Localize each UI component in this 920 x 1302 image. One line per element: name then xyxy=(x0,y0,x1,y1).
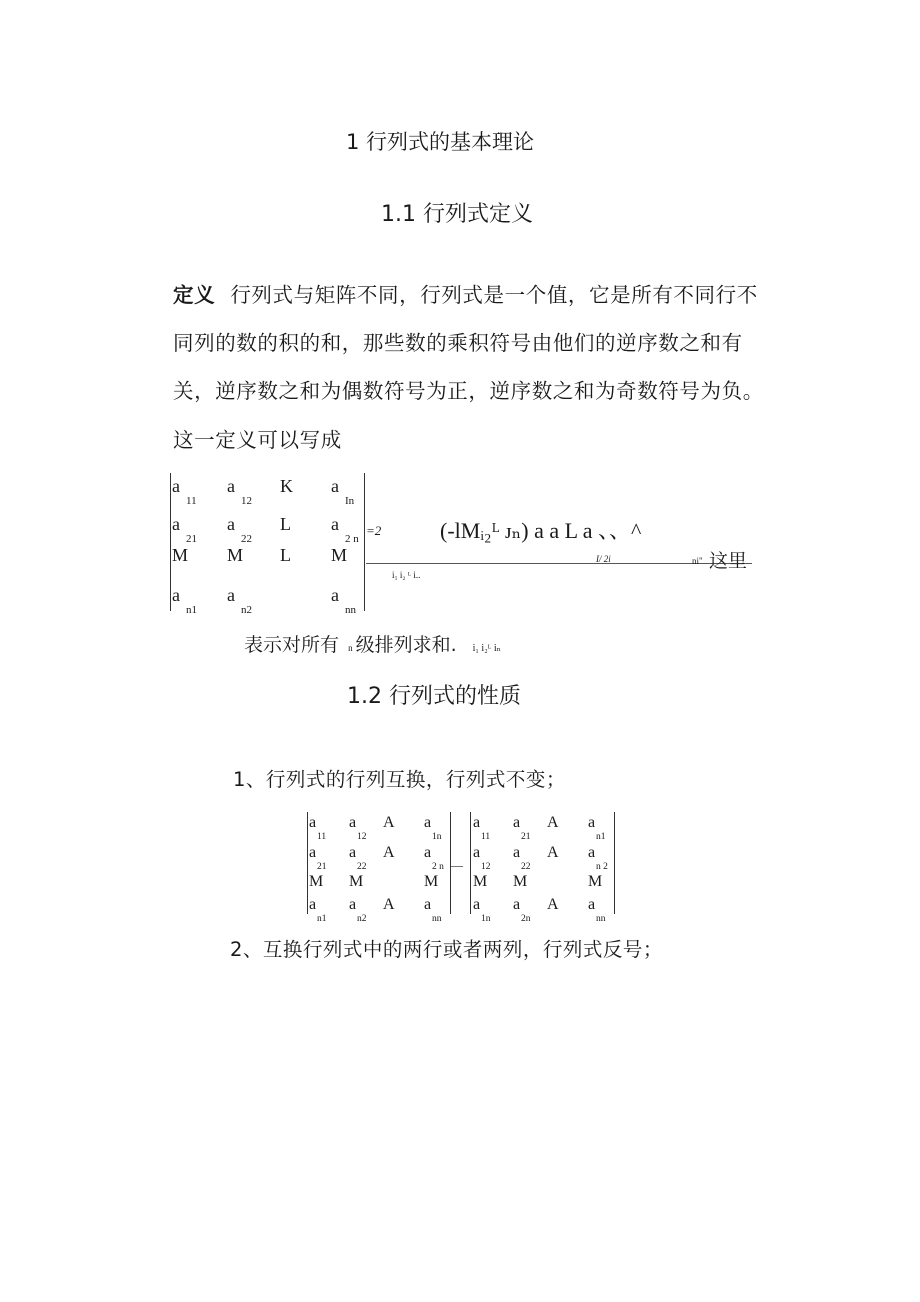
matrix2-right-subscript: 11 xyxy=(481,832,491,842)
formula-sum-index: i₁ i₂ ᴸ i.. xyxy=(392,570,421,580)
matrix2-right-subscript: 1n xyxy=(481,914,491,924)
matrix1-entry: a xyxy=(331,585,339,605)
matrix1-entry: L xyxy=(280,545,291,565)
matrix1-subscript: nn xyxy=(345,604,356,616)
matrix1-subscript: 22 xyxy=(241,533,252,545)
definition-label: 定义 xyxy=(173,283,216,307)
matrix1-entry: M xyxy=(227,545,244,565)
matrix2-right-entry: a xyxy=(473,896,481,913)
matrix2-right-entry: A xyxy=(547,844,559,861)
matrix2-right-entry: a xyxy=(513,896,521,913)
matrix2-left-entry: a xyxy=(309,896,317,913)
matrix2-right-bar-b xyxy=(614,812,615,914)
sum-explanation xyxy=(244,630,501,657)
matrix1-right-bar xyxy=(364,473,365,611)
matrix2-right-subscript: n1 xyxy=(596,832,606,842)
matrix2-left-subscript: 22 xyxy=(357,862,367,872)
matrix1-entry: L xyxy=(280,514,291,534)
formula-subscript-1: I/ 2i xyxy=(596,554,611,564)
matrix2-right-entry: M xyxy=(473,873,488,890)
matrix2-left-entry: a xyxy=(309,844,317,861)
matrix2-left-subscript: nn xyxy=(432,914,442,924)
matrix2-left-entry: a xyxy=(424,814,432,831)
matrix2-left-subscript: n1 xyxy=(317,914,327,924)
formula-subscript-2: ni" xyxy=(692,556,703,566)
matrix2-left-entry: M xyxy=(309,873,324,890)
definition-line-3: 关，逆序数之和为偶数符号为正，逆序数之和为奇数符号为负。 xyxy=(173,379,764,403)
matrix2-left-entry: a xyxy=(309,814,317,831)
matrix1-entry: a xyxy=(172,585,180,605)
matrix2-left-subscript: 12 xyxy=(357,832,367,842)
matrix2-right-bar-a xyxy=(470,812,471,914)
matrix1-entry: a xyxy=(331,514,339,534)
matrix2-left-entry: a xyxy=(424,844,432,861)
matrix1-subscript: 12 xyxy=(241,495,252,507)
matrix2-right-entry: A xyxy=(547,814,559,831)
matrix1-entry: M xyxy=(331,545,348,565)
matrix2-right-entry: a xyxy=(588,896,596,913)
matrix2-right-entry: a xyxy=(513,844,521,861)
matrix1-left-bar xyxy=(170,473,171,611)
matrix1-subscript: 2 n xyxy=(345,533,359,545)
matrix1-entry: a xyxy=(227,585,235,605)
matrix2-left-entry: a xyxy=(349,844,357,861)
matrix2-left-entry: M xyxy=(424,873,439,890)
matrix2-right-entry: M xyxy=(588,873,603,890)
matrix2-right-entry: a xyxy=(588,844,596,861)
property-1: 1、行列式的行列互换，行列式不变； xyxy=(233,768,566,791)
matrix1-subscript: n1 xyxy=(186,604,197,616)
matrix2-left-entry: M xyxy=(349,873,364,890)
matrix2-equals: — xyxy=(451,858,463,872)
matrix2-left-entry: A xyxy=(383,844,395,861)
subsection-title-properties: 1.2 行列式的性质 xyxy=(347,684,521,709)
matrix2-left-entry: a xyxy=(349,896,357,913)
definition-line-1 xyxy=(173,278,758,308)
subsection-title-definition: 1.1 行列式定义 xyxy=(381,202,533,227)
matrix1-entry: M xyxy=(172,545,189,565)
definition-text-1: 行列式与矩阵不同，行列式是一个值，它是所有不同行不 xyxy=(230,283,758,307)
matrix2-left-subscript: n2 xyxy=(357,914,367,924)
matrix1-subscript: In xyxy=(345,495,355,507)
formula-tail-text: 这里 xyxy=(709,550,748,572)
sum-explanation-n: n xyxy=(348,643,353,653)
sum-explanation-prefix: 表示对所有 xyxy=(244,634,340,656)
matrix2-right-entry: a xyxy=(513,814,521,831)
sum-explanation-index: i₁ i₂ᴸ iₙ xyxy=(472,643,502,654)
matrix2-left-entry: a xyxy=(349,814,357,831)
matrix2-right-entry: a xyxy=(473,814,481,831)
matrix2-left-subscript: 2 n xyxy=(432,862,444,872)
matrix1-entry: a xyxy=(331,476,339,496)
matrix2-left-subscript: 21 xyxy=(317,862,327,872)
property-2: 2、互换行列式中的两行或者两列，行列式反号； xyxy=(230,938,663,961)
matrix2-left-entry: A xyxy=(383,896,395,913)
matrix2-left-subscript: 1n xyxy=(432,832,442,842)
sum-explanation-suffix: 级排列求和. xyxy=(355,634,457,656)
matrix2-left-entry: A xyxy=(383,814,395,831)
formula-equals: =2 xyxy=(366,523,382,538)
matrix1-entry: a xyxy=(227,476,235,496)
matrix2-right-entry: M xyxy=(513,873,528,890)
matrix2-left-bar-a xyxy=(307,812,308,914)
matrix2-right-subscript: nn xyxy=(596,914,606,924)
matrix1-subscript: n2 xyxy=(241,604,252,616)
matrix2-right-entry: a xyxy=(473,844,481,861)
matrix2-right-subscript: 12 xyxy=(481,862,491,872)
matrix2-right-subscript: 22 xyxy=(521,862,531,872)
matrix2-right-subscript: 21 xyxy=(521,832,531,842)
matrix2-left-entry: a xyxy=(424,896,432,913)
matrix1-entry: a xyxy=(172,476,180,496)
matrix1-entry: a xyxy=(172,514,180,534)
matrix1-subscript: 11 xyxy=(186,495,197,507)
definition-line-2: 同列的数的积的和，那些数的乘积符号由他们的逆序数之和有 xyxy=(173,331,743,355)
matrix2-right-entry: a xyxy=(588,814,596,831)
definition-line-4: 这一定义可以写成 xyxy=(173,428,342,452)
matrix1-entry: a xyxy=(227,514,235,534)
formula-main: (-lMᵢ₂ᴸ ᴊₙ) a a L a 、、^ xyxy=(440,518,642,543)
matrix2-right-entry: A xyxy=(547,896,559,913)
matrix2-left-subscript: 11 xyxy=(317,832,327,842)
matrix2-right-subscript: n 2 xyxy=(596,862,608,872)
section-title: 1 行列式的基本理论 xyxy=(346,130,535,154)
matrix2-right-subscript: 2n xyxy=(521,914,531,924)
matrix1-subscript: 21 xyxy=(186,533,197,545)
matrix1-entry: K xyxy=(280,476,293,496)
